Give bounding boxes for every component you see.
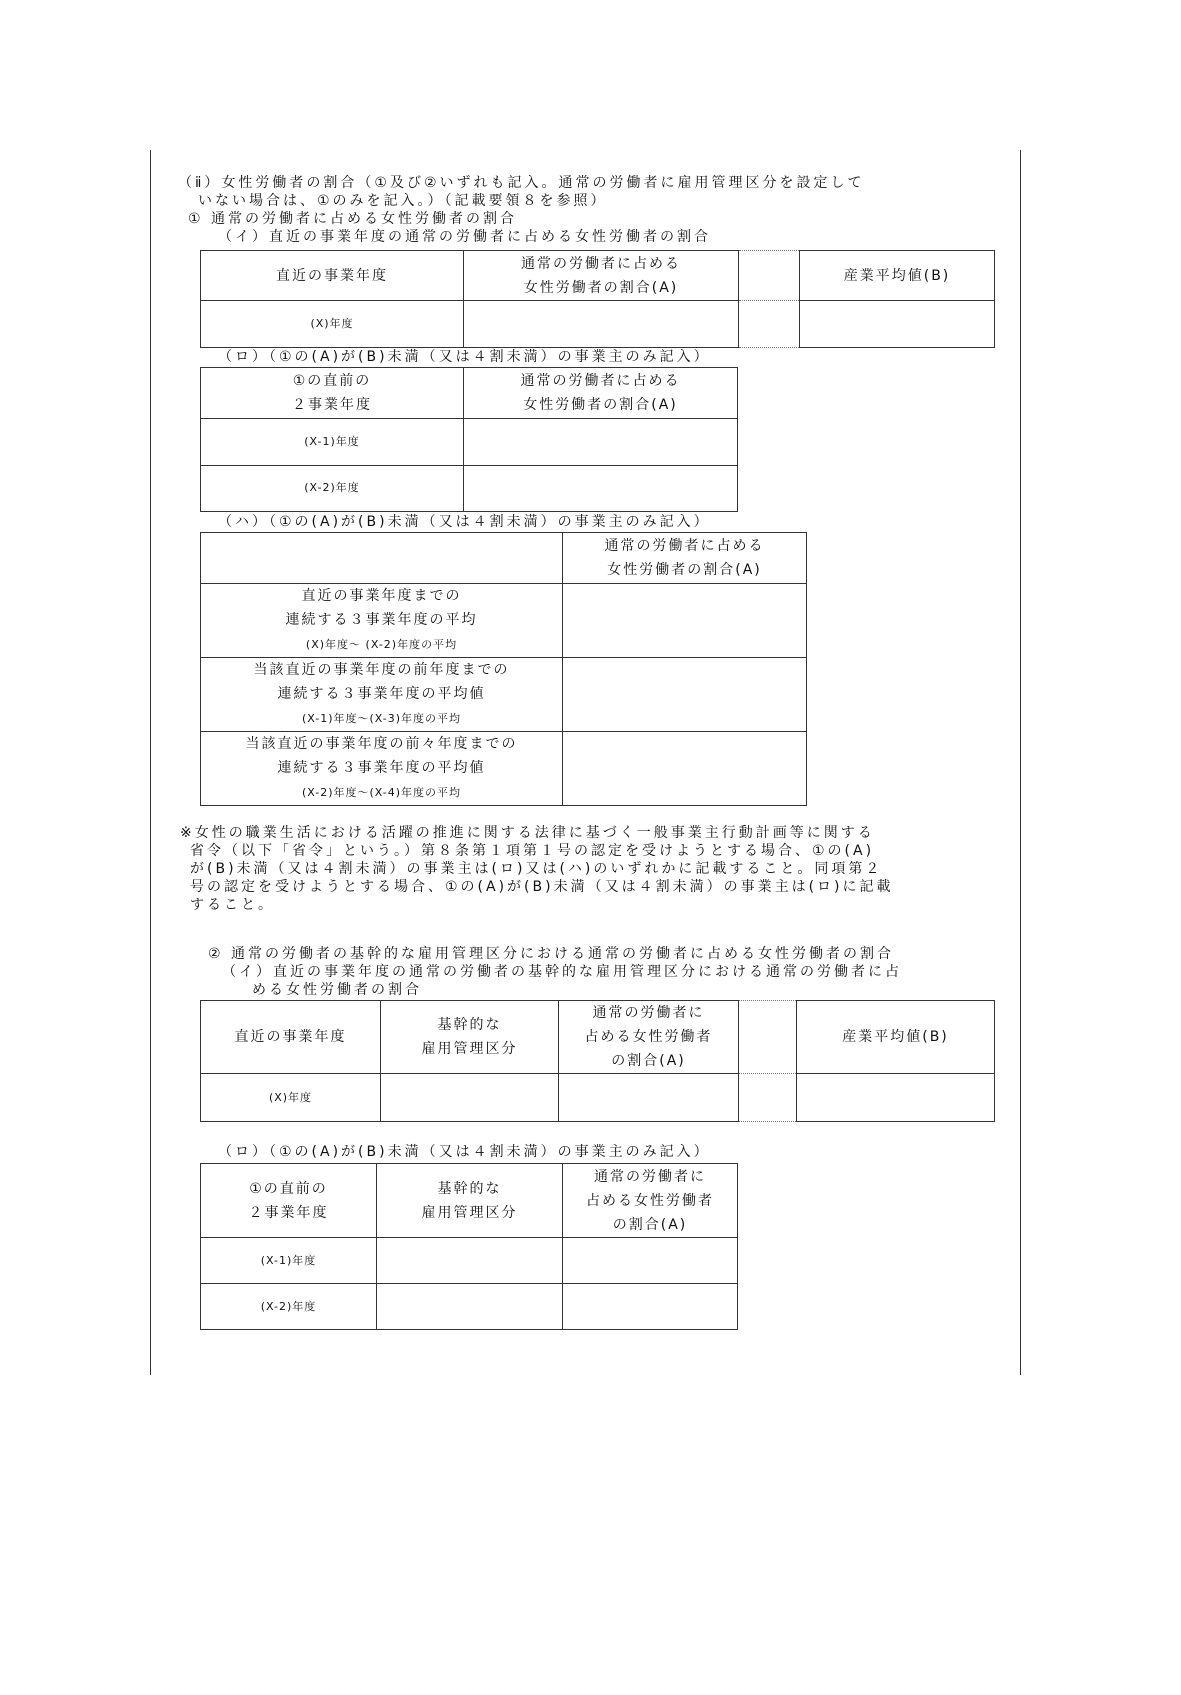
left-border [150, 150, 151, 1375]
category-input[interactable] [377, 1284, 563, 1330]
section2-i-label: （イ）直近の事業年度の通常の労働者の基幹的な雇用管理区分における通常の労働者に占 [222, 964, 902, 980]
table-1-ro: ①の直前の ２事業年度 通常の労働者に占める 女性労働者の割合(A) (X-1)年度 (X-2)年度 [200, 367, 738, 512]
ratio-input[interactable] [563, 1238, 738, 1284]
row-year: (X-2)年度 [201, 465, 464, 512]
ratio-input[interactable] [563, 732, 807, 806]
row-year: (X)年度 [201, 301, 464, 348]
section1-ha-label: （ハ）（①の(A)が(B)未満（又は４割未満）の事業主のみ記入） [218, 514, 711, 530]
section1-i-label: （イ）直近の事業年度の通常の労働者に占める女性労働者の割合 [218, 229, 711, 245]
ratio-input[interactable] [563, 584, 807, 658]
row-year: (X-1)年度 [201, 419, 464, 466]
section1-title: ① 通常の労働者に占める女性労働者の割合 [188, 211, 517, 227]
header-year: 直近の事業年度 [201, 251, 464, 301]
ratio-input[interactable] [464, 419, 738, 466]
ratio-input[interactable] [563, 1284, 738, 1330]
heading-line2: いない場合は、①のみを記入。）（記載要領８を参照） [198, 193, 608, 209]
section2-title: ② 通常の労働者の基幹的な雇用管理区分における通常の労働者に占める女性労働者の割合 [208, 946, 894, 962]
table-1-i [200, 250, 995, 348]
row-period: 直近の事業年度までの 連続する３事業年度の平均 (X)年度～ (X-2)年度の平均 [201, 584, 563, 658]
table-1-ha: 通常の労働者に占める 女性労働者の割合(A) 直近の事業年度までの 連続する３事業年度の平均 (X)年度～ (X-2)年度の平均 当該直近の事業年度の前年度までの 連続する３事業年度の平均値 (X-1)年度～(X-3)年度の平均 当該直近の事業年度の前々年度までの 連続する３事業年度の平均値 (X-2)年度～(X-4)年度の平均 [200, 532, 807, 806]
row-year: (X-2)年度 [201, 1284, 377, 1330]
industry-avg-input[interactable] [800, 301, 995, 348]
row-period: 当該直近の事業年度の前々年度までの 連続する３事業年度の平均値 (X-2)年度～(X-4)年度の平均 [201, 732, 563, 806]
table-2-ro: ①の直前の ２事業年度 基幹的な 雇用管理区分 通常の労働者に 占める女性労働者 の割合(A) (X-1)年度 (X-2)年度 [200, 1163, 738, 1330]
heading-line1: （ⅱ）女性労働者の割合（①及び②いずれも記入。通常の労働者に雇用管理区分を設定して [178, 175, 865, 191]
ratio-input[interactable] [464, 465, 738, 512]
category-input[interactable] [381, 1074, 559, 1122]
section1-ro-label: （ロ）（①の(A)が(B)未満（又は４割未満）の事業主のみ記入） [218, 349, 711, 365]
industry-avg-input[interactable] [797, 1074, 995, 1122]
ratio-input[interactable] [559, 1074, 739, 1122]
ratio-input[interactable] [464, 301, 739, 348]
header-industry-avg: 産業平均値(B) [800, 251, 995, 301]
form-page: （ⅱ）女性労働者の割合（①及び②いずれも記入。通常の労働者に雇用管理区分を設定して いない場合は、①のみを記入。）（記載要領８を参照） ① 通常の労働者に占める女性労働者の割合 （イ）直近の事業年度の通常の労働者に占める女性労働者の割合 直近の事業年度 通常の労働者に占める 女性労働者の割合(A) 産業平均値(B) (X)年度 （ロ）（①の(A)が(B)未満（又は４割未満）の事業主のみ記入） ①の直前の ２事業年度 通常の労働者に占める 女性労働者の割合(A) (X-1)年度 (X-2)年度 （ハ）（①の(A)が(B)未満（又は４割未満）の事業主のみ記入） 通常の労働者に占める 女性労働者の割合(A) 直近の事業年度までの 連続する３事業年度の平均 (X)年度～ (X-2)年度の平均 当該直近の事業年度の前年度までの 連続する３事業年度の平均値 (X-1)年度～(X-3)年度の平均 当該直近の事業年度の前々年度までの 連続する３事業年度の平均値 (X-2)年度～(X-4)年度の平均 ※女性の職業生活における活躍の推進に関する法律に基づく一般事業主行動計画等に関する 省令（以下「省令」という。）第８条第１項第１号の認定を受けようとする場合、①の(A) が(B)未満（又は４割未満）の事業主は(ロ)又は(ハ)のいずれかに記載すること。同項第２ 号の認定を受けようとする場合、①の(A)が(B)未満（又は４割未満）の事業主は(ロ)に記載 すること。 ② 通常の労働者の基幹的な雇用管理区分における通常の労働者に占める女性労働者の割合 （イ）直近の事業年度の通常の労働者の基幹的な雇用管理区分における通常の労働者に占 める女性労働者の割合 直近の事業年度 基幹的な 雇用管理区分 通常の労働者に 占める女性労働者 の割合(A) 産業平均値(B) (X)年度 （ロ）（①の(A)が(B)未満（又は４割未満）の事業主のみ記入） ①の直前の ２事業年度 基幹的な 雇用管理区分 通常の労働者に 占める女性労働者 の割合(A) (X-1)年度 (X-2)年度 [0, 0, 1181, 1695]
category-input[interactable] [377, 1238, 563, 1284]
table-2-i: 直近の事業年度 基幹的な 雇用管理区分 通常の労働者に 占める女性労働者 の割合(A) 産業平均値(B) (X)年度 [200, 1000, 995, 1122]
header-ratio: 通常の労働者に占める 女性労働者の割合(A) [464, 251, 739, 301]
row-year: (X)年度 [201, 1074, 381, 1122]
section2-ro-label: （ロ）（①の(A)が(B)未満（又は４割未満）の事業主のみ記入） [218, 1144, 711, 1160]
section2-i-label-cont: める女性労働者の割合 [252, 982, 422, 998]
row-period: 当該直近の事業年度の前年度までの 連続する３事業年度の平均値 (X-1)年度～(X-3)年度の平均 [201, 658, 563, 732]
right-border [1020, 150, 1021, 1375]
row-year: (X-1)年度 [201, 1238, 377, 1284]
ratio-input[interactable] [563, 658, 807, 732]
